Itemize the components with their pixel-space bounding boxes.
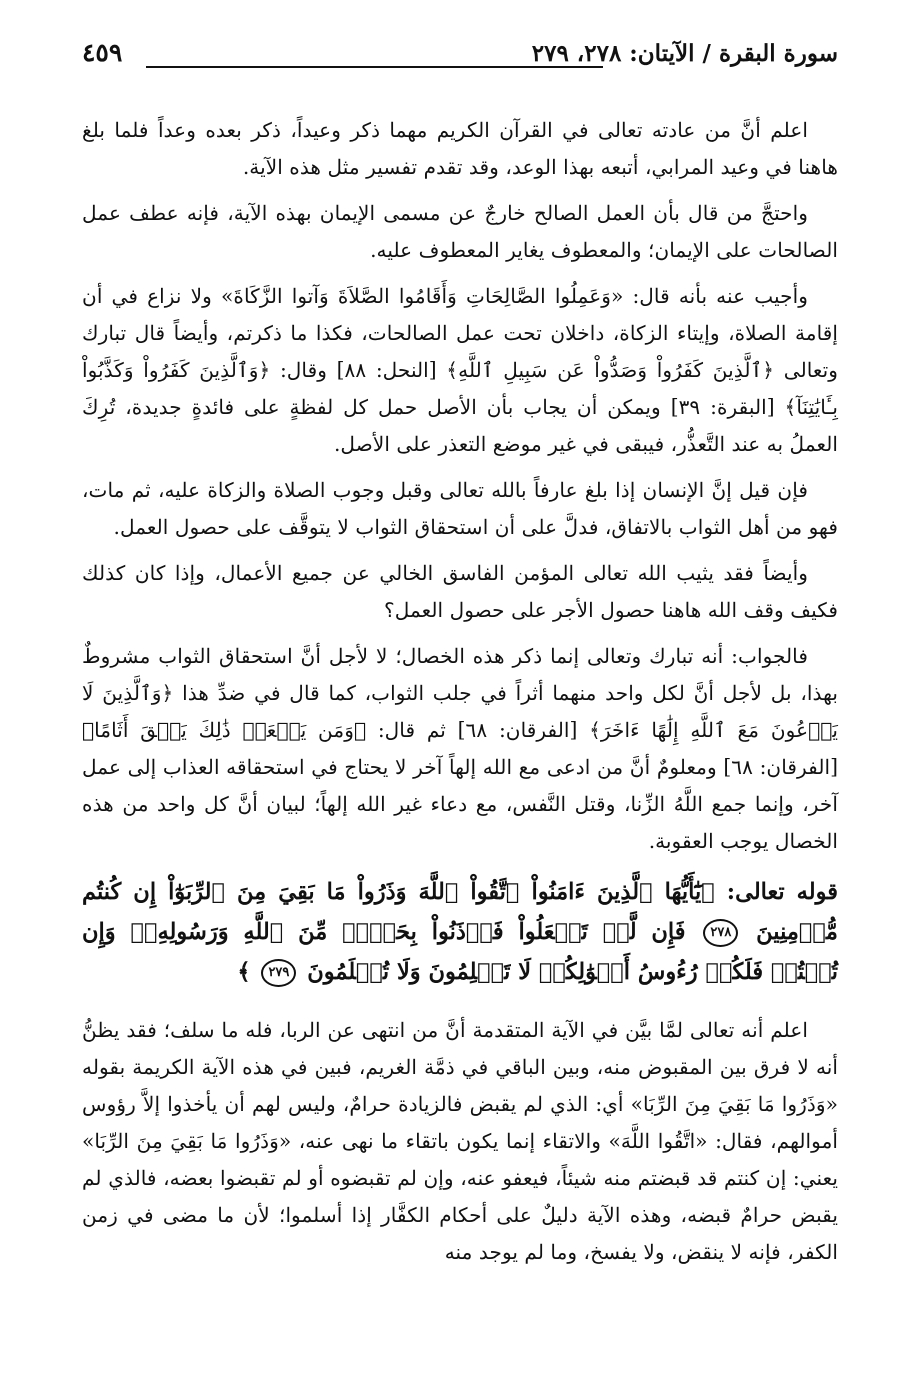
verse-text: فَإِن لَّمۡ تَفۡعَلُواْ فَأۡذَنُواْ بِحَرۡبٖ مِّنَ ٱللَّهِ وَرَسُولِهِۦۖ وَإِن تُبۡتُمۡ فَلَكُمۡ رُءُوسُ أَمۡوَٰلِكُمۡ لَا تَظۡلِمُونَ وَلَا تُظۡلَمُونَ (82, 919, 838, 985)
ayah-number-marker: ٢٧٨ (703, 919, 738, 947)
page-header (82, 30, 838, 78)
quran-verse (82, 872, 838, 992)
header-rule (146, 66, 603, 68)
header-title: سورة البقرة / الآيتان: ٢٧٨، ٢٧٩ (531, 40, 838, 67)
verse-close-bracket: ﴾ (237, 959, 251, 985)
paragraph: فإن قيل إنَّ الإنسان إذا بلغ عارفاً بالله تعالى وقبل وجوب الصلاة والزكاة عليه، ثم مات، فهو من أهل الثواب بالاتفاق، فدلَّ على أن استحقاق الثواب لا يتوقَّف على حصول العمل. (82, 478, 838, 539)
paragraph: وأجيب عنه بأنه قال: «وَعَمِلُوا الصَّالِحَاتِ وَأَقَامُوا الصَّلاَةَ وَآتوا الزَّكَاةَ» ولا نزاع في أن إقامة الصلاة، وإيتاء الزكاة، داخلان تحت عمل الصالحات، فكذا ما ذكرتم، وأيضاً قال تبارك وتعالى ﴿ٱلَّذِينَ كَفَرُواْ وَصَدُّواْ عَن سَبِيلِ ٱللَّهِ﴾ [النحل: ٨٨] وقال: ﴿وَٱلَّذِينَ كَفَرُواْ وَكَذَّبُواْ بِـَٔايَٰتِنَآ﴾ [البقرة: ٣٩] ويمكن أن يجاب بأن الأصل حمل كل لفظةٍ على فائدةٍ جديدة، تُرِكَ العملُ به عند التَّعذُّر، فيبقى في غير موضع التعذر على الأصل. (82, 284, 838, 456)
paragraph: اعلم أنَّ من عادته تعالى في القرآن الكريم مهما ذكر وعيداً، ذكر بعده وعداً فلما بلغ هاهنا في وعيد المرابي، أتبعه بهذا الوعد، وقد تقدم تفسير مثل هذه الآية. (82, 118, 838, 179)
paragraph: فالجواب: أنه تبارك وتعالى إنما ذكر هذه الخصال؛ لا لأجل أنَّ استحقاق الثواب مشروطٌ بهذا، بل لأجل أنَّ لكل واحد منهما أثراً في جلب الثواب، كما قال في ضدِّ هذا ﴿وَٱلَّذِينَ لَا يَدۡعُونَ مَعَ ٱللَّهِ إِلَٰهًا ءَاخَرَ﴾ [الفرقان: ٦٨] ثم قال: ﴿وَمَن يَفۡعَلۡ ذَٰلِكَ يَلۡقَ أَثَامًا﴾ [الفرقان: ٦٨] ومعلومٌ أنَّ من ادعى مع الله إلهاً آخر لا يحتاج في استحقاقه العذاب إلى عمل آخر، وإنما جمع اللَّهُ الزِّنا، وقتل النَّفس، مع دعاء غير الله إلهاً؛ لبيان أنَّ كل واحد من هذه الخصال يوجب العقوبة. (82, 644, 838, 853)
paragraph: وأيضاً فقد يثيب الله تعالى المؤمن الفاسق الخالي عن جميع الأعمال، وإذا كان كذلك فكيف وقف الله هاهنا حصول الأجر على حصول العمل؟ (82, 561, 838, 622)
page-body (82, 112, 838, 1280)
paragraph: اعلم أنه تعالى لمَّا بيَّن في الآية المتقدمة أنَّ من انتهى عن الربا، فله ما سلف؛ فقد يظنُّ أنه لا فرق بين المقبوض منه، وبين الباقي في ذمَّة الغريم، فبين في هذه الآية الكريمة بقوله «وَذَرُوا مَا بَقِيَ مِنَ الرِّبَا» أي: الذي لم يقبض فالزيادة حرامٌ، وليس لهم أن يأخذوا إلاَّ رؤوس أموالهم، فقال: «اتَّقُوا اللَّهَ» والاتقاء إنما يكون باتقاء ما نهى عنه، «وَذَرُوا مَا بَقِيَ مِنَ الرِّبَا» يعني: إن كنتم قد قبضتم منه شيئاً، فيعفو عنه، وإن لم تقبضوه أو لم تقبضوا بعضه، فالذي لم يقبض حرامٌ قبضه، وهذه الآية دليلٌ على أحكام الكفَّار إذا أسلموا؛ لأن ما مضى في زمن الكفر، فإنه لا ينقض، ولا يفسخ، وما لم يوجد منه (82, 1018, 838, 1264)
page-number: ٤٥٩ (82, 38, 123, 67)
ayah-number-marker: ٢٧٩ (261, 959, 296, 987)
paragraph: واحتجَّ من قال بأن العمل الصالح خارجٌ عن مسمى الإيمان بهذه الآية، فإنه عطف عمل الصالحات على الإيمان؛ والمعطوف يغاير المعطوف عليه. (82, 201, 838, 262)
verse-lead: قوله تعالى: (726, 879, 838, 905)
verse-text: ﴿يَٰٓأَيُّهَا ٱلَّذِينَ ءَامَنُواْ ٱتَّقُواْ ٱللَّهَ وَذَرُواْ مَا بَقِيَ مِنَ ٱلرِّبَوٰٓاْ إِن كُنتُم مُّؤۡمِنِينَ (82, 879, 838, 945)
